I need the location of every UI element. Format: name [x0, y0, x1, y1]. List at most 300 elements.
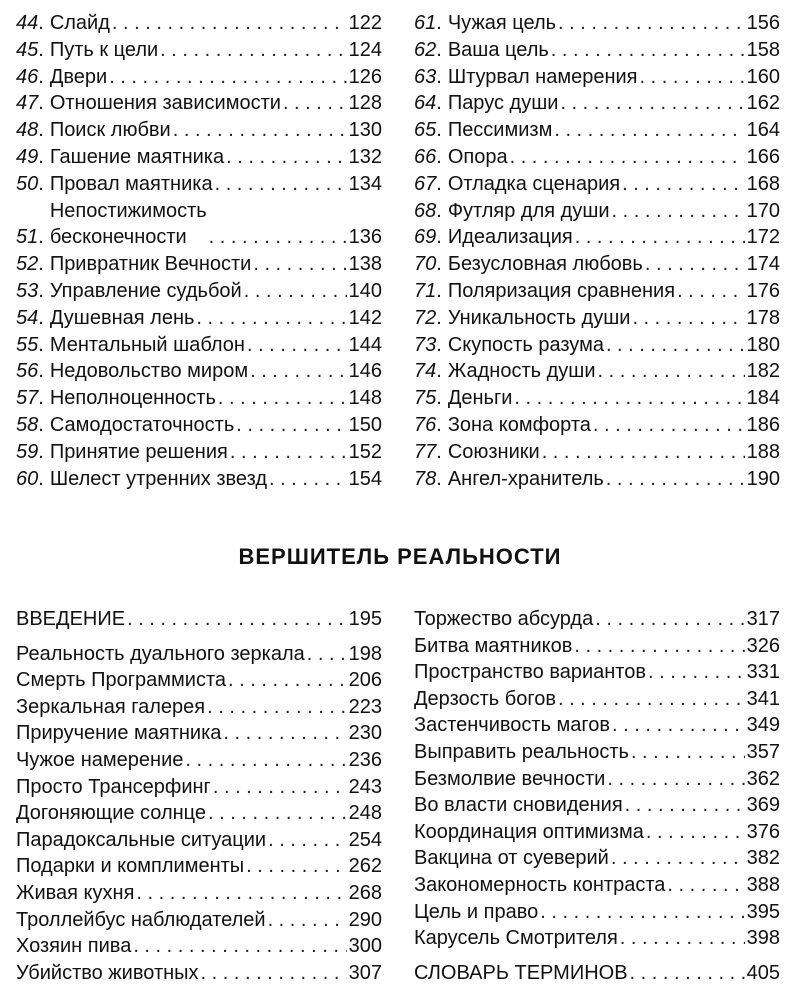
- chapter-title-line: Парус души: [447, 92, 559, 115]
- chapter-title: [50, 278, 242, 305]
- dot-leader: [611, 845, 745, 872]
- dot-leader: [631, 739, 745, 766]
- toc-entry[interactable]: [414, 90, 780, 117]
- toc-entry[interactable]: [414, 925, 780, 952]
- toc-entry[interactable]: [16, 305, 382, 332]
- chapter-number-dot: .: [38, 145, 44, 168]
- chapter-number: 73: [414, 333, 437, 356]
- chapter-title: [448, 144, 508, 171]
- chapter-number-dot: .: [436, 38, 442, 61]
- dot-leader: [226, 144, 347, 171]
- dot-leader: [185, 747, 346, 774]
- dot-leader: [574, 633, 744, 660]
- chapter-number-dot: .: [38, 12, 44, 34]
- dot-leader: [510, 144, 745, 171]
- dot-leader: [236, 412, 346, 439]
- chapter-number-dot: .: [38, 172, 44, 195]
- chapter-title: Догоняющие солнце: [16, 802, 207, 825]
- toc-entry[interactable]: [16, 144, 382, 171]
- toc-entry[interactable]: [16, 332, 382, 359]
- toc-entry[interactable]: [414, 845, 780, 872]
- chapter-title-line: Уникальность души: [447, 306, 631, 329]
- chapter-number-dot: .: [436, 279, 442, 302]
- chapter-number-dot: .: [436, 172, 442, 195]
- page-number: 195: [348, 608, 382, 630]
- dot-leader: [606, 332, 745, 359]
- page-number: 254: [348, 828, 382, 851]
- chapter-title: [50, 439, 228, 466]
- page-number: 230: [348, 722, 382, 745]
- chapter-number-dot: .: [38, 226, 44, 249]
- chapter-number: 66: [414, 145, 437, 168]
- chapter-title-line: Душевная лень: [49, 306, 195, 329]
- chapter-number: 52: [16, 253, 39, 276]
- chapter-title: [50, 385, 216, 412]
- chapter-title: [448, 224, 573, 251]
- chapter-number: 58: [16, 413, 39, 436]
- chapter-title-line: Скупость разума: [447, 333, 604, 356]
- toc-entry[interactable]: [16, 606, 382, 633]
- toc-entry[interactable]: [16, 907, 382, 934]
- dot-leader: [253, 251, 346, 278]
- chapter-title: [50, 144, 224, 171]
- dot-leader: [514, 385, 744, 412]
- toc-entry[interactable]: [16, 251, 382, 278]
- dot-leader: [268, 907, 347, 934]
- page-number: 146: [348, 360, 382, 383]
- chapter-title-line: Двери: [49, 65, 108, 88]
- toc-entry[interactable]: [414, 686, 780, 713]
- toc-entry[interactable]: [414, 198, 780, 225]
- dot-leader: [268, 827, 347, 854]
- chapter-number-dot: .: [38, 440, 44, 463]
- chapter-title: [50, 64, 107, 91]
- chapter-title-line: Поиск любви: [49, 119, 171, 142]
- chapter-title-line: Гашение маятника: [49, 145, 225, 168]
- chapter-title-line: Управление судьбой: [49, 279, 242, 302]
- dot-leader: [247, 332, 347, 359]
- page-number: 144: [348, 333, 382, 356]
- chapter-title-line: Жадность души: [447, 360, 596, 383]
- chapter-title: Пространство вариантов: [414, 661, 646, 684]
- chapter-title-line: Недовольство миром: [49, 360, 249, 383]
- chapter-number: 75: [414, 387, 437, 410]
- toc-entry[interactable]: [414, 37, 780, 64]
- page-number: 184: [746, 387, 780, 410]
- chapter-number-dot: .: [436, 199, 442, 222]
- dot-leader: [648, 659, 745, 686]
- chapter-title: Чужое намерение: [16, 748, 184, 771]
- chapter-number: 71: [414, 279, 437, 302]
- chapter-number: 72: [414, 306, 437, 329]
- page-number: 362: [746, 767, 780, 790]
- page-number: 382: [746, 847, 780, 870]
- toc-entry[interactable]: [16, 64, 382, 91]
- chapter-title-line: Непостижимость: [49, 199, 207, 222]
- toc-entry[interactable]: [16, 933, 382, 960]
- toc-entry[interactable]: [414, 739, 780, 766]
- chapter-list: [16, 606, 382, 986]
- toc-entry[interactable]: [16, 667, 382, 694]
- dot-leader: [667, 872, 744, 899]
- chapter-number: 55: [16, 333, 39, 356]
- toc-entry[interactable]: [16, 827, 382, 854]
- chapter-title: Подарки и комплименты: [16, 855, 245, 878]
- chapter-title: [50, 412, 234, 439]
- toc-entry[interactable]: [414, 64, 780, 91]
- chapter-number: 70: [414, 253, 437, 276]
- page-number: 152: [348, 440, 382, 463]
- page-number: 188: [746, 440, 780, 463]
- chapter-title: [448, 251, 643, 278]
- toc-entry[interactable]: [16, 37, 382, 64]
- page-number: 326: [746, 634, 780, 657]
- toc-entry[interactable]: [414, 278, 780, 305]
- toc-entry[interactable]: [414, 332, 780, 359]
- toc-entry[interactable]: [16, 90, 382, 117]
- page-number: 168: [746, 172, 780, 195]
- chapter-number-dot: .: [38, 253, 44, 276]
- page-number: 136: [348, 226, 382, 249]
- chapter-number-dot: .: [436, 360, 442, 383]
- toc-entry[interactable]: [414, 466, 780, 493]
- dot-leader: [215, 171, 347, 198]
- chapter-number-dot: .: [38, 413, 44, 436]
- chapter-title: Парадоксальные ситуации: [16, 828, 267, 851]
- chapter-title: [50, 10, 110, 37]
- chapter-title: [50, 466, 267, 493]
- page-number: 198: [348, 642, 382, 665]
- chapter-title: ВВЕДЕНИЕ: [16, 608, 126, 630]
- section-heading: ВЕРШИТЕЛЬ РЕАЛЬНОСТИ: [238, 544, 562, 569]
- chapter-title-line: Самодостаточность: [49, 413, 235, 436]
- page-number: 148: [348, 387, 382, 410]
- chapter-number: 69: [414, 226, 437, 249]
- dot-leader: [244, 278, 347, 305]
- page-number: 388: [746, 873, 780, 896]
- page-number: 262: [348, 855, 382, 878]
- chapter-title: [448, 10, 556, 37]
- page-number: 154: [348, 467, 382, 490]
- chapter-title: [448, 117, 553, 144]
- toc-entry[interactable]: [414, 792, 780, 819]
- page-number: 331: [746, 661, 780, 684]
- page-number: 248: [348, 802, 382, 825]
- page-number: 126: [348, 65, 382, 88]
- page-number: 376: [746, 820, 780, 843]
- toc-entry[interactable]: [414, 171, 780, 198]
- page-number: 124: [348, 38, 382, 61]
- toc-column-top-left: [16, 10, 382, 492]
- toc-entry[interactable]: [16, 439, 382, 466]
- toc-entry[interactable]: [16, 694, 382, 721]
- chapter-number-dot: .: [38, 360, 44, 383]
- page-number: 164: [746, 119, 780, 142]
- chapter-title-line: Ангел-хранитель: [447, 467, 604, 490]
- chapter-title: [448, 358, 596, 385]
- toc-entry[interactable]: [414, 358, 780, 385]
- page-number: 349: [746, 714, 780, 737]
- chapter-title: Во власти сновидения: [414, 794, 623, 817]
- dot-leader: [630, 960, 745, 987]
- chapter-number: 77: [414, 440, 437, 463]
- toc-entry[interactable]: [414, 659, 780, 686]
- dot-leader: [283, 90, 347, 117]
- dot-leader: [136, 880, 346, 907]
- chapter-title-line: Путь к цели: [49, 38, 159, 61]
- chapter-number: 74: [414, 360, 437, 383]
- toc-entry[interactable]: [414, 10, 780, 37]
- chapter-title: Зеркальная галерея: [16, 695, 206, 718]
- chapter-title: Хозяин пива: [16, 935, 132, 958]
- chapter-number: 64: [414, 92, 437, 115]
- chapter-title: [50, 90, 281, 117]
- page-number: 138: [348, 253, 382, 276]
- chapter-title-line: Ваша цель: [447, 38, 549, 61]
- chapter-title-line: Деньги: [447, 387, 513, 410]
- chapter-title: [50, 37, 158, 64]
- dot-leader: [250, 358, 347, 385]
- chapter-list: [16, 10, 382, 492]
- dot-leader: [208, 800, 347, 827]
- page-number: 178: [746, 306, 780, 329]
- chapter-number-dot: .: [436, 333, 442, 356]
- dot-leader: [622, 171, 745, 198]
- toc-entry[interactable]: [414, 872, 780, 899]
- dot-leader: [575, 224, 745, 251]
- toc-entry[interactable]: [414, 899, 780, 926]
- page-number: 122: [348, 12, 382, 34]
- chapter-number-dot: .: [436, 65, 442, 88]
- toc-entry[interactable]: [414, 606, 780, 633]
- chapter-title: Карусель Смотрителя: [414, 927, 618, 950]
- chapter-title: [50, 251, 252, 278]
- dot-leader: [620, 925, 745, 952]
- chapter-title: Убийство животных: [16, 961, 199, 984]
- page-number: 142: [348, 306, 382, 329]
- chapter-number: 57: [16, 387, 39, 410]
- toc-entry[interactable]: [16, 800, 382, 827]
- chapter-title-line: Слайд: [49, 12, 110, 34]
- chapter-title: Дерзость богов: [414, 687, 556, 710]
- dot-leader: [173, 117, 347, 144]
- chapter-title-line: Отладка сценария: [447, 172, 621, 195]
- toc-entry[interactable]: [414, 633, 780, 660]
- chapter-title-line: Поляризация сравнения: [447, 279, 676, 302]
- chapter-title: Безмолвие вечности: [414, 767, 606, 790]
- toc-entry[interactable]: [16, 880, 382, 907]
- dot-leader: [677, 278, 745, 305]
- toc-entry[interactable]: [414, 251, 780, 278]
- chapter-list: [414, 10, 780, 492]
- toc-entry[interactable]: [414, 439, 780, 466]
- chapter-number: 54: [16, 306, 39, 329]
- chapter-title-line: бесконечности: [49, 226, 187, 249]
- page-number: 206: [348, 669, 382, 692]
- toc-entry[interactable]: [16, 641, 382, 668]
- dot-leader: [209, 224, 347, 251]
- chapter-number: 67: [414, 172, 437, 195]
- page-number: 357: [746, 740, 780, 763]
- page-number: 134: [348, 172, 382, 195]
- dot-leader: [223, 720, 346, 747]
- page-number: 160: [746, 65, 780, 88]
- toc-entry[interactable]: [414, 766, 780, 793]
- page-number: 176: [746, 279, 780, 302]
- dot-leader: [160, 37, 346, 64]
- chapter-title: [50, 117, 171, 144]
- toc-entry[interactable]: [16, 853, 382, 880]
- chapter-title: Вакцина от суеверий: [414, 847, 609, 870]
- dot-leader: [554, 117, 744, 144]
- toc-entry[interactable]: [16, 720, 382, 747]
- chapter-number: 62: [414, 38, 437, 61]
- dot-leader: [307, 641, 347, 668]
- toc-entry[interactable]: [414, 305, 780, 332]
- chapter-title: Закономерность контраста: [414, 873, 666, 896]
- chapter-number: 68: [414, 199, 437, 222]
- dot-leader: [127, 606, 347, 633]
- dot-leader: [598, 358, 745, 385]
- dot-leader: [269, 466, 347, 493]
- dot-leader: [112, 10, 347, 37]
- chapter-number: 47: [16, 92, 39, 115]
- chapter-title: Реальность дуального зеркала: [16, 642, 305, 665]
- chapter-title: Выправить реальность: [414, 740, 629, 763]
- dot-leader: [558, 686, 745, 713]
- dot-leader: [558, 10, 745, 37]
- page-number: 405: [746, 961, 780, 984]
- dot-leader: [207, 694, 346, 721]
- dot-leader: [540, 899, 744, 926]
- dot-leader: [230, 439, 347, 466]
- chapter-number-dot: .: [436, 440, 442, 463]
- dot-leader: [593, 412, 745, 439]
- dot-leader: [606, 466, 745, 493]
- chapter-number-dot: .: [436, 12, 442, 34]
- chapter-title: [448, 37, 549, 64]
- toc-entry[interactable]: [16, 10, 382, 37]
- chapter-number: 78: [414, 467, 437, 490]
- chapter-title-line: Союзники: [447, 440, 540, 463]
- chapter-number: 65: [414, 119, 437, 142]
- chapter-title: [448, 412, 591, 439]
- toc-entry[interactable]: [414, 960, 780, 987]
- chapter-number: 53: [16, 279, 39, 302]
- dot-leader: [607, 766, 744, 793]
- dot-leader: [109, 64, 346, 91]
- chapter-title-line: Опора: [447, 145, 508, 168]
- chapter-number: 44: [16, 12, 39, 34]
- page-number: 158: [746, 38, 780, 61]
- toc-entry[interactable]: [16, 385, 382, 412]
- dot-leader: [625, 792, 745, 819]
- chapter-number-dot: .: [38, 467, 44, 490]
- chapter-number: 63: [414, 65, 437, 88]
- chapter-number-dot: .: [38, 38, 44, 61]
- chapter-title: [448, 385, 513, 412]
- toc-entry[interactable]: [414, 712, 780, 739]
- toc-column-bottom-right: [414, 606, 780, 986]
- chapter-title: [448, 439, 540, 466]
- chapter-number: 59: [16, 440, 39, 463]
- chapter-number-dot: .: [436, 92, 442, 115]
- chapter-title: Смерть Программиста: [16, 669, 227, 692]
- toc-entry[interactable]: [16, 278, 382, 305]
- toc-entry[interactable]: [16, 171, 382, 198]
- chapter-title-line: Зона комфорта: [447, 413, 591, 436]
- chapter-title: [448, 305, 631, 332]
- chapter-list: [414, 606, 780, 986]
- chapter-title: Застенчивость магов: [414, 714, 611, 737]
- toc-entry[interactable]: [16, 747, 382, 774]
- toc-entry[interactable]: [414, 224, 780, 251]
- page-number: 268: [348, 881, 382, 904]
- page-number: 132: [348, 145, 382, 168]
- chapter-title-line: Безусловная любовь: [447, 253, 643, 276]
- chapter-title: Цель и право: [414, 900, 539, 923]
- chapter-number: 61: [414, 12, 437, 34]
- chapter-title: [50, 332, 245, 359]
- chapter-number-dot: .: [38, 119, 44, 142]
- dot-leader: [542, 439, 745, 466]
- toc-entry[interactable]: [16, 117, 382, 144]
- page-number: 243: [348, 775, 382, 798]
- chapter-title: [50, 358, 248, 385]
- toc-entry[interactable]: [16, 960, 382, 987]
- page-number: 166: [746, 145, 780, 168]
- chapter-title: Живая кухня: [16, 881, 135, 904]
- page-number: 130: [348, 119, 382, 142]
- page-number: 186: [746, 413, 780, 436]
- dot-leader: [213, 774, 347, 801]
- spacer: [414, 952, 780, 960]
- dot-leader: [640, 64, 745, 91]
- chapter-title: [448, 64, 638, 91]
- toc-entry[interactable]: [16, 412, 382, 439]
- page-number: 190: [746, 467, 780, 490]
- chapter-number-dot: .: [436, 467, 442, 490]
- chapter-number-dot: .: [436, 145, 442, 168]
- page-number: 300: [348, 935, 382, 958]
- toc-entry[interactable]: [414, 412, 780, 439]
- dot-leader: [246, 853, 346, 880]
- dot-leader: [612, 198, 745, 225]
- chapter-title: Троллейбус наблюдателей: [16, 908, 266, 931]
- toc-entry[interactable]: [16, 358, 382, 385]
- page-number: 172: [746, 226, 780, 249]
- toc-entry[interactable]: [414, 144, 780, 171]
- chapter-title-line: Футляр для души: [447, 199, 610, 222]
- chapter-number-dot: .: [436, 413, 442, 436]
- toc-entry[interactable]: [414, 385, 780, 412]
- chapter-title-line: Штурвал намерения: [447, 65, 638, 88]
- toc-entry[interactable]: [16, 466, 382, 493]
- toc-entry[interactable]: [414, 117, 780, 144]
- page-number: 223: [348, 695, 382, 718]
- chapter-number-dot: .: [38, 65, 44, 88]
- chapter-title-line: Чужая цель: [447, 12, 557, 34]
- chapter-title: [448, 278, 675, 305]
- toc-entry[interactable]: [414, 819, 780, 846]
- chapter-title: Просто Трансерфинг: [16, 775, 211, 798]
- chapter-number-dot: .: [436, 387, 442, 410]
- page-number: 180: [746, 333, 780, 356]
- dot-leader: [218, 385, 347, 412]
- dot-leader: [133, 933, 346, 960]
- toc-entry[interactable]: [16, 198, 382, 252]
- toc-entry[interactable]: [16, 774, 382, 801]
